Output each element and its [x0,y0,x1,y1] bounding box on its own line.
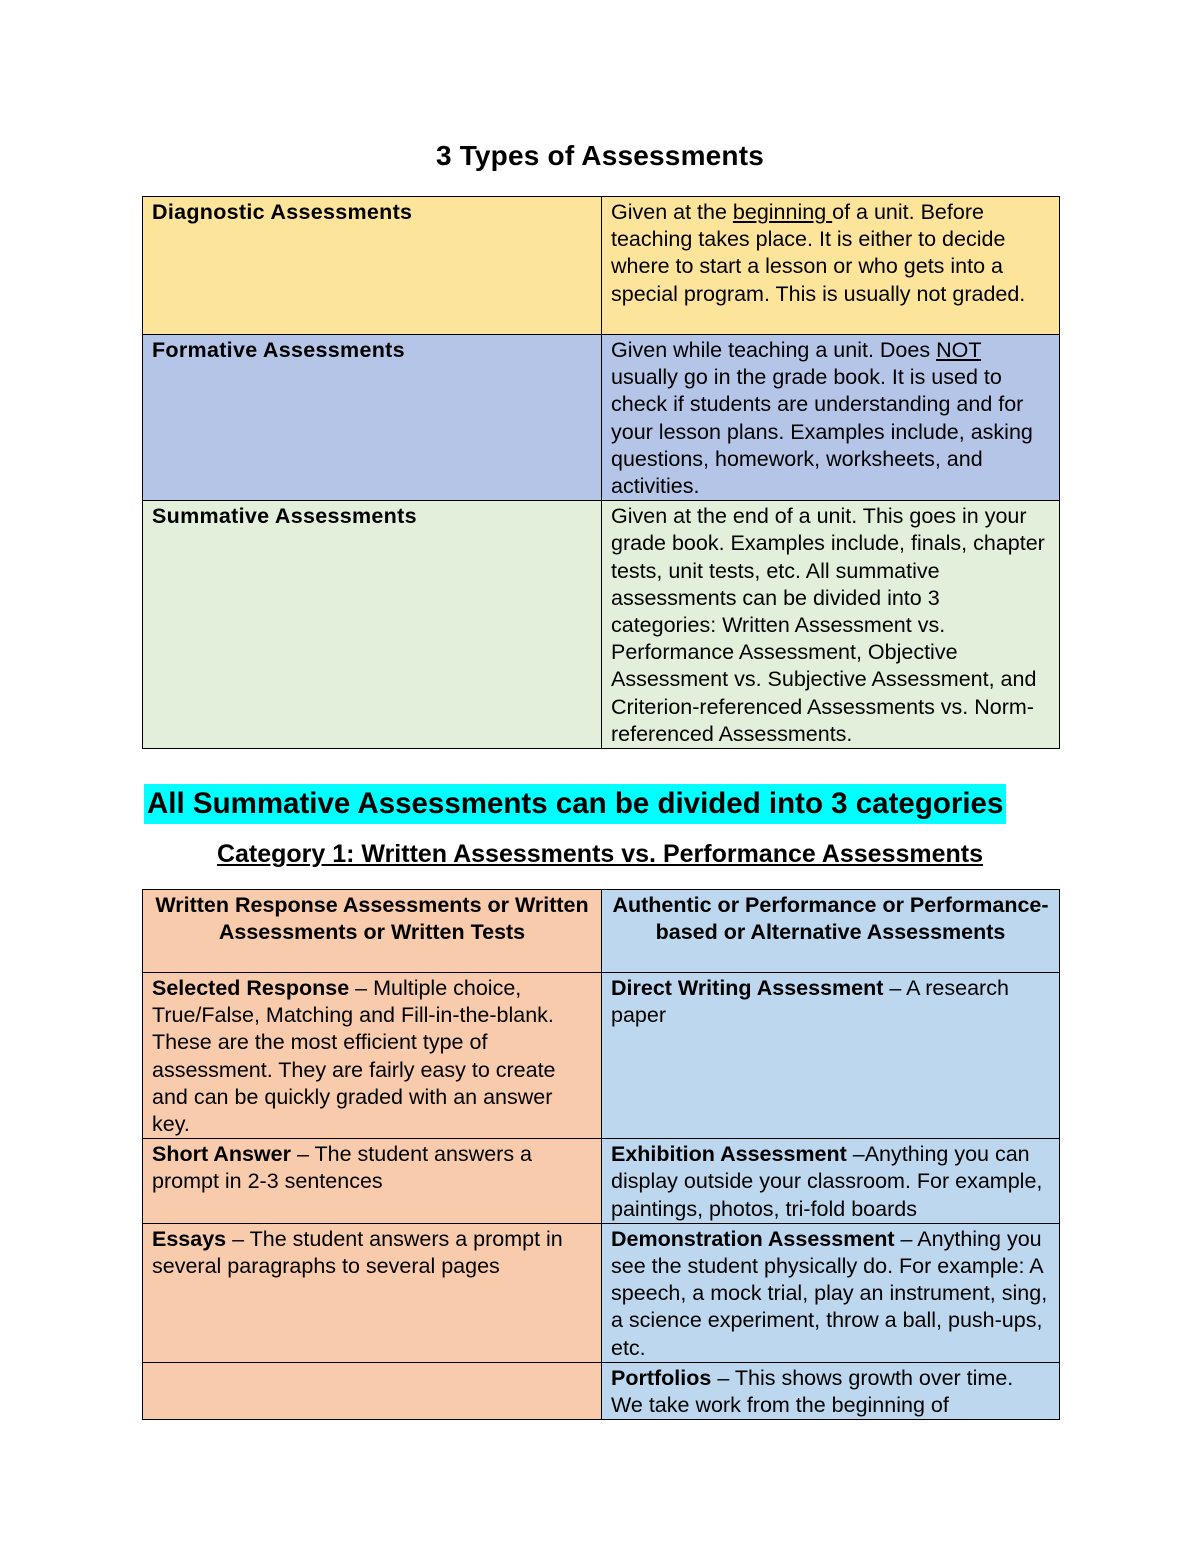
summative-banner: All Summative Assessments can be divided into 3 categories [144,784,1006,824]
exhibition-cell: Exhibition Assessment –Anything you can display outside your classroom. For example, paintings, photos, tri-fold boards [602,1139,1060,1224]
category-1-title: Category 1: Written Assessments vs. Performance Assessments [216,840,984,868]
assessment-types-table [142,196,1060,749]
written-header: Written Response Assessments or Written Assessments or Written Tests [143,890,602,973]
summative-description: Given at the end of a unit. This goes in your grade book. Examples include, finals, chapter tests, unit tests, etc. All summative assessments can be divided into 3 categories: Written Assessment vs. Performance Assessment, Objective Assessment vs. Subjective Assessment, and Criterion-referenced Assessments vs. Norm-referenced Assessments. [602,501,1060,749]
diagnostic-label: Diagnostic Assessments [143,197,602,335]
empty-cell [143,1362,602,1419]
table-row [143,1362,1060,1419]
essays-cell: Essays – The student answers a prompt in several paragraphs to several pages [143,1223,602,1362]
direct-writing-cell: Direct Writing Assessment – A research paper [602,973,1060,1139]
table-row [143,501,1060,749]
summative-label: Summative Assessments [143,501,602,749]
short-answer-cell: Short Answer – The student answers a prompt in 2-3 sentences [143,1139,602,1224]
diagnostic-description: Given at the beginning of a unit. Before teaching takes place. It is either to decide where to start a lesson or who gets into a special program. This is usually not graded. [602,197,1060,335]
table-header-row [143,890,1060,973]
table-row [143,335,1060,501]
table-row [143,1139,1060,1224]
table-row [143,973,1060,1139]
demonstration-cell: Demonstration Assessment – Anything you see the student physically do. For example: A speech, a mock trial, play an instrument, sing, a science experiment, throw a ball, push-ups, etc. [602,1223,1060,1362]
table-row [143,1223,1060,1362]
formative-label: Formative Assessments [143,335,602,501]
table-row [143,197,1060,335]
performance-header: Authentic or Performance or Performance-based or Alternative Assessments [602,890,1060,973]
formative-description: Given while teaching a unit. Does NOT usually go in the grade book. It is used to check if students are understanding and for your lesson plans. Examples include, asking questions, homework, worksheets, and activities. [602,335,1060,501]
page-title: 3 Types of Assessments [435,140,765,171]
portfolios-cell: Portfolios – This shows growth over time. We take work from the beginning of [602,1362,1060,1419]
category-1-table [142,889,1060,1420]
selected-response-cell: Selected Response – Multiple choice, True/False, Matching and Fill-in-the-blank. These are the most efficient type of assessment. They are fairly easy to create and can be quickly graded with an answer key. [143,973,602,1139]
